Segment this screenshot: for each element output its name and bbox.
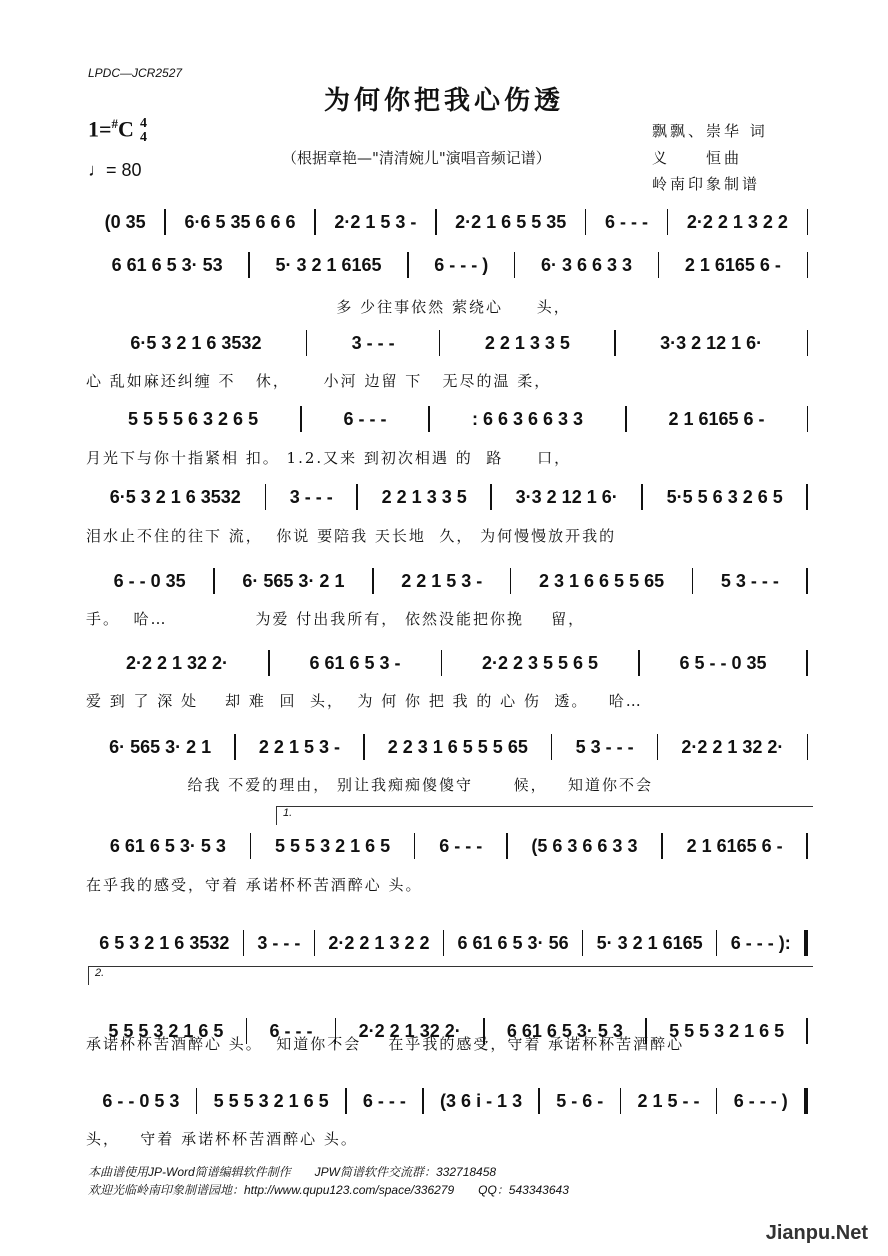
- time-top: 4: [139, 116, 147, 132]
- lyric-line: 爱 到 了 深 处 却 难 回 头， 为 何 你 把 我 的 心 伤 透。 哈…: [86, 692, 643, 710]
- measure: 6 - - - ): [434, 254, 489, 275]
- bar-line: [807, 406, 809, 432]
- measure: 2·2 2 1 32 2·: [125, 652, 229, 673]
- tempo: ♩= 80: [88, 160, 142, 180]
- measure: 5·5 5 6 3 2 6 5: [666, 486, 783, 507]
- bar-line: [806, 568, 808, 594]
- measure: 5 5 5 3 2 1 6 5: [669, 1020, 785, 1041]
- key-sharp: #: [111, 116, 119, 131]
- measure: 6 - - 0 5 3: [102, 1090, 180, 1111]
- arranger-credit: 岭南印象制谱: [652, 175, 761, 193]
- measure: 6·6 5 35 6 6 6: [184, 211, 296, 232]
- measure: 2 1 6165 6 -: [668, 408, 765, 429]
- measure: 2·2 2 3 5 5 6 5: [481, 652, 599, 673]
- measure: 2·2 2 1 32 2·: [358, 1020, 461, 1041]
- lyric-line: 承诺杯杯苦酒醉心 头。 知道你不会 在乎我的感受，守着 承诺杯杯苦酒醉心: [86, 1035, 685, 1053]
- lyric-line: 泪水止不住的往下 流， 你说 要陪我 天长地 久， 为何慢慢放开我的: [86, 527, 617, 545]
- volta-2: 2.: [88, 966, 813, 985]
- measure: 2·2 2 1 3 2 2: [686, 211, 788, 232]
- measure: 6·5 3 2 1 6 3532: [109, 486, 241, 507]
- measure: 6 5 - - 0 35: [679, 652, 767, 673]
- bar-line: [806, 484, 808, 510]
- measure: 5 3 - - -: [575, 736, 634, 757]
- measure: : 6 6 3 6 6 3 3: [471, 408, 584, 429]
- notation-line: [86, 568, 808, 594]
- notation-line: [86, 484, 808, 510]
- measure: 3 - - -: [257, 932, 301, 953]
- footer-line-1: 本曲谱使用JP-Word简谱编辑软件制作 JPW简谱软件交流群：332718458: [88, 1165, 497, 1179]
- measure: (3 6 i - 1 3: [440, 1090, 523, 1111]
- measure: 2·2 2 1 32 2·: [681, 736, 784, 757]
- lyricist-credit: 飘飘、崇华 词: [652, 122, 768, 140]
- measure: 6 - - -: [439, 835, 483, 856]
- bar-line: [804, 1088, 808, 1114]
- time-signature: [140, 117, 147, 145]
- measure: 2·2 1 5 3 -: [334, 211, 417, 232]
- footer-line-2: 欢迎光临岭南印象制谱园地：http://www.qupu123.com/space/336279 QQ：543343643: [88, 1183, 569, 1197]
- lyric-line: 在乎我的感受，守着 承诺杯杯苦酒醉心 头。: [86, 876, 423, 894]
- volta-1: 1.: [276, 806, 813, 825]
- measure: 6 - - -: [362, 1090, 406, 1111]
- measure: 6 61 6 5 3· 5 3: [506, 1020, 623, 1041]
- bar-line: [807, 252, 809, 278]
- notation-line: [86, 406, 808, 432]
- measure: 5 5 5 3 2 1 6 5: [275, 835, 391, 856]
- measure: 6 - - -: [269, 1020, 313, 1041]
- score-code: LPDC—JCR2527: [88, 66, 183, 80]
- measure: 5 3 - - -: [720, 570, 779, 591]
- measure: 6·5 3 2 1 6 3532: [130, 332, 262, 353]
- measure: 5 5 5 5 6 3 2 6 5: [127, 408, 259, 429]
- notation-line: [86, 650, 808, 676]
- key-note: C: [118, 116, 134, 142]
- measure: (0 35: [104, 211, 146, 232]
- measure: 5· 3 2 1 6165: [596, 932, 703, 953]
- bar-line: [806, 833, 808, 859]
- measure: 2 3 1 6 6 5 5 65: [539, 570, 665, 591]
- notation-line: [86, 930, 808, 956]
- measure: 2·2 2 1 3 2 2: [328, 932, 430, 953]
- measure: 6 - - - ): [733, 1090, 788, 1111]
- key-signature: [88, 116, 147, 145]
- subtitle: （根据章艳—"清清婉儿"演唱音频记谱）: [282, 149, 551, 167]
- lyric-line: 月光下与你十指紧相 扣。 1.2.又来 到初次相遇 的 路 口，: [86, 449, 572, 467]
- measure: 6 61 6 5 3· 56: [457, 932, 569, 953]
- measure: 3·3 2 12 1 6·: [515, 486, 618, 507]
- measure: 3 - - -: [289, 486, 333, 507]
- measure: 6· 565 3· 2 1: [109, 736, 212, 757]
- measure: 6 - - -: [343, 408, 387, 429]
- measure: 6· 3 6 6 3 3: [541, 254, 633, 275]
- measure: 2 1 6165 6 -: [684, 254, 781, 275]
- composer-credit: 义 恒曲: [652, 149, 743, 167]
- measure: 6 5 3 2 1 6 3532: [99, 932, 230, 953]
- measure: 2 2 1 5 3 -: [401, 570, 483, 591]
- bar-line: [807, 734, 809, 760]
- measure: 5 - 6 -: [556, 1090, 604, 1111]
- measure: 6 - - 0 35: [113, 570, 186, 591]
- measure: 2·2 1 6 5 5 35: [455, 211, 567, 232]
- measure: 3 - - -: [351, 332, 395, 353]
- measure: 5 5 5 3 2 1 6 5: [213, 1090, 329, 1111]
- measure: 2 2 3 1 6 5 5 5 65: [387, 736, 528, 757]
- measure: 6 61 6 5 3· 53: [111, 254, 223, 275]
- measure: 6 61 6 5 3· 5 3: [109, 835, 226, 856]
- measure: (5 6 3 6 6 3 3: [531, 835, 638, 856]
- measure: 2 2 1 3 3 5: [484, 332, 570, 353]
- measure: 6· 565 3· 2 1: [242, 570, 345, 591]
- notation-line: [86, 1088, 808, 1114]
- bar-line: [806, 650, 808, 676]
- key-prefix: 1=: [88, 116, 112, 142]
- lyric-line: 多 少往事依然 萦绕心 头，: [86, 298, 571, 316]
- notation-line: [86, 209, 808, 235]
- measure: 3·3 2 12 1 6·: [660, 332, 763, 353]
- lyric-line: 心 乱如麻还纠缠 不 休， 小河 边留 下 无尽的温 柔，: [86, 372, 552, 390]
- measure: 2 1 6165 6 -: [686, 835, 783, 856]
- lyric-line: 头， 守着 承诺杯杯苦酒醉心 头。: [86, 1130, 358, 1148]
- measure: 6 61 6 5 3 -: [309, 652, 401, 673]
- lyric-line: 给我 不爱的理由， 别让我痴痴傻傻守 候， 知道你不会: [86, 776, 653, 794]
- notation-line: [86, 330, 808, 356]
- page-title: 为何你把我心伤透: [323, 86, 564, 116]
- notation-line: [86, 734, 808, 760]
- notation-line: [86, 833, 808, 859]
- measure: 6 - - -: [605, 211, 649, 232]
- bar-line: [807, 330, 809, 356]
- notation-line: [86, 252, 808, 278]
- bar-line: [806, 1018, 808, 1044]
- measure: 2 1 5 - -: [637, 1090, 700, 1111]
- measure: 5· 3 2 1 6165: [275, 254, 382, 275]
- time-bottom: 4: [139, 130, 147, 146]
- bar-line: [807, 209, 809, 235]
- watermark-logo: Jianpu.Net: [765, 1222, 868, 1244]
- bar-line: [804, 930, 808, 956]
- measure: 5 5 5 3 2 1 6 5: [108, 1020, 224, 1041]
- lyric-line: 手。 哈… 为爱 付出我所有， 依然没能把你挽 留，: [86, 610, 586, 628]
- measure: 2 2 1 3 3 5: [381, 486, 467, 507]
- measure: 2 2 1 5 3 -: [258, 736, 340, 757]
- measure: 6 - - - ):: [730, 932, 791, 953]
